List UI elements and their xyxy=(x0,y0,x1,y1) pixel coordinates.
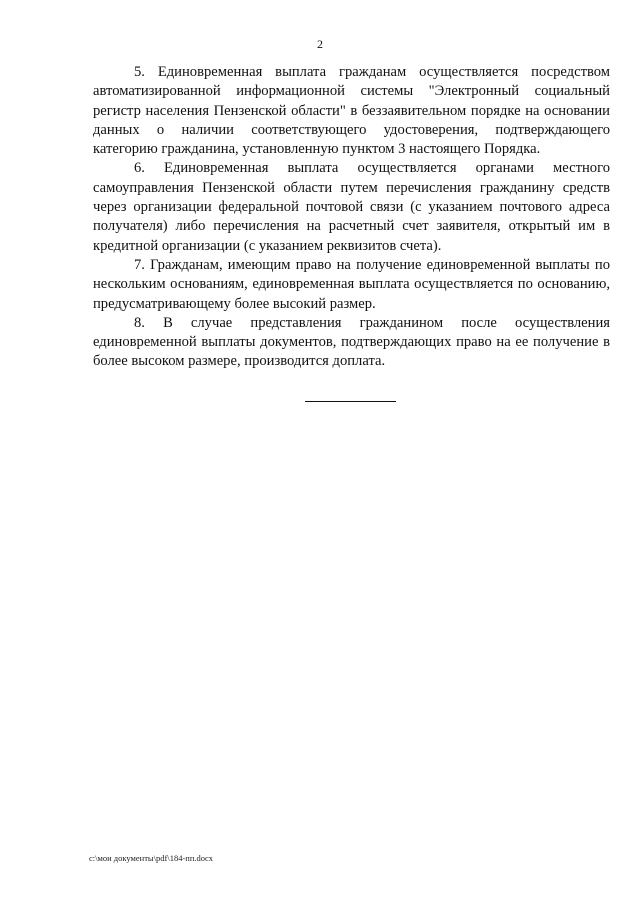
page-number: 2 xyxy=(317,37,323,51)
paragraph-8: 8. В случае представления гражданином после осуществления единовременной выплаты документов, подтверждающих право на ее получение в более высоком размере, производится доплата. xyxy=(93,314,610,370)
paragraph-6: 6. Единовременная выплата осуществляется органами местного самоуправления Пензенской области путем перечисления гражданину средств через организации федеральной почтовой связи (с указанием почтового адреса получателя) либо перечисления на расчетный счет заявителя, открытый им в кредитной организации (с указанием реквизитов счета). xyxy=(93,160,610,254)
paragraph-5: 5. Единовременная выплата гражданам осуществляется посредством автоматизированной информационной системы "Электронный социальный регистр населения Пензенской области" в беззаявительном порядке на основании данных о наличии соответствующего удостоверения, подтверждающего категорию гражданина, установленную пунктом 3 настоящего Порядка. xyxy=(93,64,610,158)
paragraph-7: 7. Гражданам, имеющим право на получение единовременной выплаты по нескольким основаниям, единовременная выплата осуществляется по основанию, предусматривающему более высокий размер. xyxy=(93,256,610,312)
footer-file-path: c:\мои документы\pdf\184-пп.docx xyxy=(89,853,214,863)
document-body xyxy=(93,63,610,372)
end-separator-line xyxy=(305,401,396,402)
